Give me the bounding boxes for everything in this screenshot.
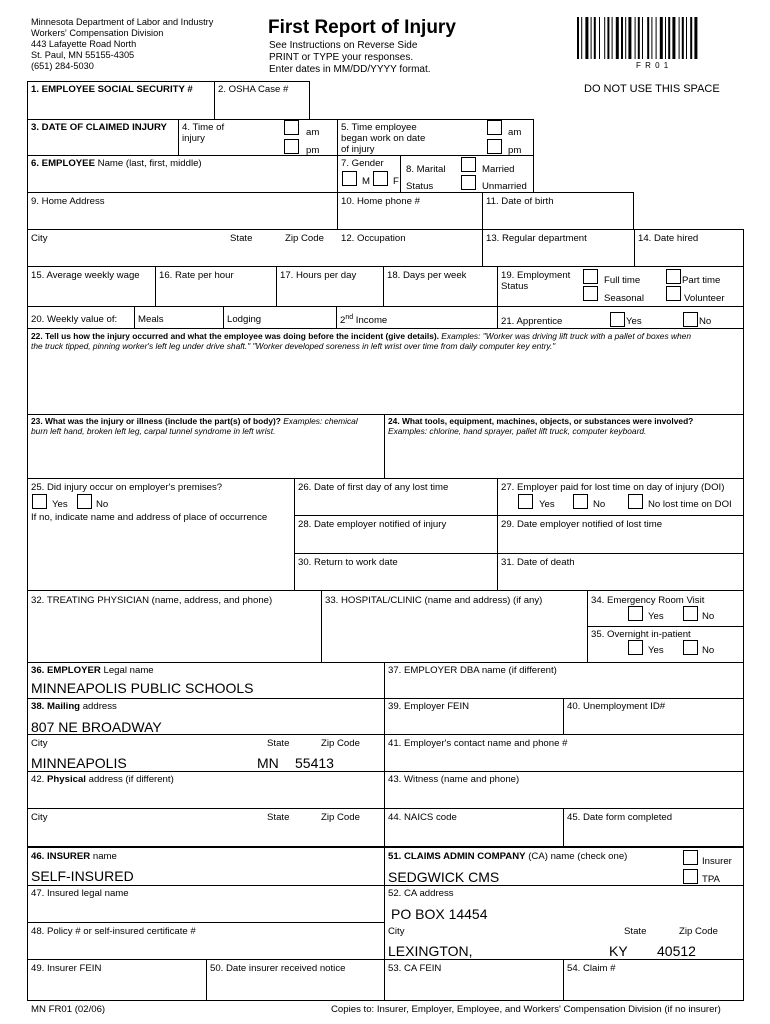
- mailing-address-label: 38. Mailing address: [31, 701, 117, 712]
- marital-status-label: 8. Marital: [406, 164, 446, 175]
- tools-involved-label: 24. What tools, equipment, machines, objects, or substances were involved?: [388, 416, 694, 426]
- gender-m-checkbox[interactable]: [342, 171, 357, 186]
- barcode-bar: [660, 17, 663, 59]
- no-lost-time-label: No lost time on DOI: [648, 499, 732, 510]
- date-hired-label: 14. Date hired: [638, 233, 699, 244]
- state-label: State: [230, 233, 253, 244]
- part-time-checkbox[interactable]: [666, 269, 681, 284]
- yes-label: Yes: [626, 316, 642, 327]
- agency-line: Minnesota Department of Labor and Industry: [31, 17, 214, 27]
- employer-zip-value[interactable]: 55413: [295, 755, 334, 771]
- yes-label: Yes: [539, 499, 555, 510]
- unmarried-checkbox[interactable]: [461, 175, 476, 190]
- seasonal-checkbox[interactable]: [583, 286, 598, 301]
- second-income-label: 2nd Income: [340, 314, 388, 327]
- physical-zip-label: Zip Code: [321, 812, 360, 823]
- no-label: No: [96, 499, 109, 510]
- employer-name-value[interactable]: MINNEAPOLIS PUBLIC SCHOOLS: [31, 680, 254, 696]
- department-label: 13. Regular department: [486, 233, 587, 244]
- barcode-bars: [577, 17, 697, 59]
- no-label: No: [702, 611, 715, 622]
- home-phone-label: 10. Home phone #: [341, 196, 420, 207]
- ca-fein-label: 53. CA FEIN: [388, 963, 442, 974]
- city-label: City: [31, 233, 48, 244]
- time-of-injury-label: 4. Time of: [182, 122, 225, 133]
- barcode-bar: [616, 17, 619, 59]
- barcode-bar: [591, 17, 592, 59]
- insurer-fein-label: 49. Insurer FEIN: [31, 963, 102, 974]
- instruction-line: Enter dates in MM/DD/YYYY format.: [269, 64, 431, 75]
- return-to-work-label: 30. Return to work date: [298, 557, 398, 568]
- barcode-bar: [594, 17, 596, 59]
- date-of-death-label: 31. Date of death: [501, 557, 575, 568]
- ca-zip-value[interactable]: 40512: [657, 943, 696, 959]
- barcode-bar: [585, 17, 588, 59]
- ca-city-label: City: [388, 926, 405, 937]
- instruction-line: See Instructions on Reverse Side: [269, 40, 418, 51]
- barcode-bar: [642, 17, 643, 59]
- gender-label: 7. Gender: [341, 158, 384, 169]
- hours-per-day-label: 17. Hours per day: [280, 270, 357, 281]
- witness-label: 43. Witness (name and phone): [388, 774, 520, 785]
- rate-per-hour-label: 16. Rate per hour: [159, 270, 234, 281]
- barcode-bar: [612, 17, 613, 59]
- overnight-inpatient-label: 35. Overnight in-patient: [591, 629, 691, 640]
- employer-contact-label: 41. Employer's contact name and phone #: [388, 738, 568, 749]
- volunteer-checkbox[interactable]: [666, 286, 681, 301]
- agency-line: Workers' Compensation Division: [31, 28, 164, 38]
- injury-illness-label: 23. What was the injury or illness (include the part(s) of body)? Examples: chemical: [31, 416, 358, 426]
- instruction-line: PRINT or TYPE your responses.: [269, 52, 414, 63]
- part-time-label: Part time: [682, 275, 721, 286]
- premises-label: 25. Did injury occur on employer's premises?: [31, 482, 223, 493]
- volunteer-label: Volunteer: [684, 293, 725, 304]
- barcode-bar: [607, 17, 609, 59]
- employment-status-label-2: Status: [501, 281, 529, 292]
- physical-state-label: State: [267, 812, 290, 823]
- ca-tpa-checkbox[interactable]: [683, 869, 698, 884]
- employee-name-label: 6. EMPLOYEE Name (last, first, middle): [31, 158, 202, 169]
- date-of-birth-label: 11. Date of birth: [486, 196, 554, 207]
- naics-code-label: 44. NAICS code: [388, 812, 457, 823]
- ca-tpa-label: TPA: [702, 874, 720, 885]
- barcode-bar: [638, 17, 640, 59]
- date-form-completed-label: 45. Date form completed: [567, 812, 673, 823]
- barcode-bar: [694, 17, 697, 59]
- inpatient-no-checkbox[interactable]: [683, 640, 698, 655]
- treating-physician-label: 32. TREATING PHYSICIAN (name, address, and phone): [31, 595, 273, 606]
- occupation-label: 12. Occupation: [341, 233, 406, 244]
- employer-city-label: City: [31, 738, 48, 749]
- injury-illness-examples: burn left hand, broken left leg, carpal tunnel syndrome in left wrist.: [31, 426, 276, 436]
- premises-yes-checkbox[interactable]: [32, 494, 47, 509]
- agency-line: (651) 284-5030: [31, 61, 94, 71]
- form-id: MN FR01 (02/06): [31, 1004, 106, 1015]
- no-label: No: [699, 316, 712, 327]
- emergency-room-label: 34. Emergency Room Visit: [591, 595, 705, 606]
- form-title: First Report of Injury: [268, 17, 456, 38]
- date-of-injury-label: 3. DATE OF CLAIMED INJURY: [31, 122, 167, 133]
- apprentice-label: 21. Apprentice: [501, 316, 563, 327]
- barcode-bar: [651, 17, 652, 59]
- began-pm-checkbox[interactable]: [487, 139, 502, 154]
- barcode: [575, 17, 740, 61]
- yes-label: Yes: [648, 645, 664, 656]
- ca-state-label: State: [624, 926, 647, 937]
- ssn-label: 1. EMPLOYEE SOCIAL SECURITY #: [31, 84, 193, 95]
- meals-label: Meals: [138, 314, 164, 325]
- ca-insurer-checkbox[interactable]: [683, 850, 698, 865]
- barcode-bar: [672, 17, 675, 59]
- employment-status-label: 19. Employment: [501, 270, 571, 281]
- unemployment-id-label: 40. Unemployment ID#: [567, 701, 666, 712]
- began-am-checkbox[interactable]: [487, 120, 502, 135]
- employer-name-label: 36. EMPLOYER Legal name: [31, 665, 154, 676]
- barcode-bar: [635, 17, 636, 59]
- time-began-work-label-3: of injury: [341, 144, 375, 155]
- er-no-checkbox[interactable]: [683, 606, 698, 621]
- employer-state-value[interactable]: MN: [257, 755, 279, 771]
- occurrence-place-note: If no, indicate name and address of place of occurrence: [31, 512, 268, 523]
- injury-description-examples: the truck tipped, pinning worker's left leg under drive shaft." "Worker developed soreness in left wrist over time from daily computer key entry.": [31, 341, 556, 351]
- gender-f-label: F: [393, 176, 399, 187]
- date-insurer-notice-label: 50. Date insurer received notice: [210, 963, 346, 974]
- employer-notified-injury-label: 28. Date employer notified of injury: [298, 519, 447, 530]
- am-label: am: [306, 127, 320, 138]
- marital-status-label-2: Status: [406, 181, 434, 192]
- weekly-wage-label: 15. Average weekly wage: [31, 270, 140, 281]
- do-not-use-label: DO NOT USE THIS SPACE: [584, 83, 720, 95]
- copies-note: Copies to: Insurer, Employer, Employee, and Workers' Compensation Division (if no insurer): [331, 1004, 721, 1015]
- inpatient-yes-checkbox[interactable]: [628, 640, 643, 655]
- barcode-bar: [682, 17, 684, 59]
- employer-fein-label: 39. Employer FEIN: [388, 701, 470, 712]
- ca-insurer-label: Insurer: [702, 856, 732, 867]
- ca-state-value[interactable]: KY: [609, 943, 628, 959]
- injury-pm-checkbox[interactable]: [284, 139, 299, 154]
- agency-line: St. Paul, MN 55155-4305: [31, 50, 135, 60]
- days-per-week-label: 18. Days per week: [387, 270, 467, 281]
- apprentice-no-checkbox[interactable]: [683, 312, 698, 327]
- barcode-bar: [581, 17, 582, 59]
- yes-label: Yes: [52, 499, 68, 510]
- barcode-bar: [656, 17, 657, 59]
- policy-number-label: 48. Policy # or self-insured certificate #: [31, 926, 196, 937]
- injury-description-label: 22. Tell us how the injury occurred and what the employee was doing before the incident (give details). Examples: "Worker was driving lift truck with a pallet of boxes when: [31, 331, 691, 341]
- barcode-bar: [686, 17, 687, 59]
- time-began-work-label: 5. Time employee: [341, 122, 417, 133]
- osha-case-label: 2. OSHA Case #: [218, 84, 289, 95]
- full-time-checkbox[interactable]: [583, 269, 598, 284]
- mailing-address-value[interactable]: 807 NE BROADWAY: [31, 719, 162, 735]
- zip-label: Zip Code: [285, 233, 324, 244]
- full-time-label: Full time: [604, 275, 641, 286]
- barcode-bar: [625, 17, 626, 59]
- married-checkbox[interactable]: [461, 157, 476, 172]
- claims-admin-value[interactable]: SEDGWICK CMS: [388, 869, 500, 885]
- employer-state-label: State: [267, 738, 290, 749]
- seasonal-label: Seasonal: [604, 293, 645, 304]
- agency-line: 443 Lafayette Road North: [31, 39, 137, 49]
- barcode-bar: [668, 17, 670, 59]
- physical-city-label: City: [31, 812, 48, 823]
- physical-address-label: 42. Physical address (if different): [31, 774, 174, 785]
- employer-city-value[interactable]: MINNEAPOLIS: [31, 755, 127, 771]
- no-label: No: [593, 499, 606, 510]
- barcode-bar: [628, 17, 631, 59]
- home-address-label: 9. Home Address: [31, 196, 105, 207]
- pm-label: pm: [306, 145, 320, 156]
- employer-paid-label: 27. Employer paid for lost time on day of injury (DOI): [501, 482, 725, 493]
- ca-address-label: 52. CA address: [388, 888, 454, 899]
- insurer-name-value[interactable]: SELF-INSURED: [31, 868, 134, 884]
- married-label: Married: [482, 164, 515, 175]
- gender-f-checkbox[interactable]: [373, 171, 388, 186]
- barcode-bar: [577, 17, 579, 59]
- unmarried-label: Unmarried: [482, 181, 527, 192]
- paid-no-checkbox[interactable]: [573, 494, 588, 509]
- barcode-bar: [599, 17, 600, 59]
- premises-no-checkbox[interactable]: [77, 494, 92, 509]
- time-began-work-label-2: began work on date: [341, 133, 426, 144]
- apprentice-yes-checkbox[interactable]: [610, 312, 625, 327]
- lodging-label: Lodging: [227, 314, 262, 325]
- pm-label: pm: [508, 145, 522, 156]
- claims-admin-label: 51. CLAIMS ADMIN COMPANY (CA) name (check one): [388, 851, 628, 862]
- employer-notified-lost-time-label: 29. Date employer notified of lost time: [501, 519, 663, 530]
- employer-dba-label: 37. EMPLOYER DBA name (if different): [388, 665, 557, 676]
- insurer-name-label: 46. INSURER name: [31, 851, 117, 862]
- time-of-injury-label-2: injury: [182, 133, 205, 144]
- barcode-bar: [665, 17, 666, 59]
- yes-label: Yes: [648, 611, 664, 622]
- no-lost-time-checkbox[interactable]: [628, 494, 643, 509]
- paid-yes-checkbox[interactable]: [518, 494, 533, 509]
- barcode-bar: [647, 17, 649, 59]
- no-label: No: [702, 645, 715, 656]
- weekly-value-label: 20. Weekly value of:: [31, 314, 118, 325]
- insured-legal-name-label: 47. Insured legal name: [31, 888, 129, 899]
- claim-number-label: 54. Claim #: [567, 963, 616, 974]
- ca-city-value[interactable]: LEXINGTON,: [388, 943, 473, 959]
- am-label: am: [508, 127, 522, 138]
- first-lost-time-label: 26. Date of first day of any lost time: [298, 482, 449, 493]
- tools-involved-examples: Examples: chlorine, hand sprayer, pallet lift truck, computer keyboard.: [388, 426, 647, 436]
- ca-zip-label: Zip Code: [679, 926, 718, 937]
- barcode-bar: [679, 17, 680, 59]
- barcode-bar: [690, 17, 692, 59]
- injury-am-checkbox[interactable]: [284, 120, 299, 135]
- gender-m-label: M: [362, 176, 370, 187]
- er-yes-checkbox[interactable]: [628, 606, 643, 621]
- barcode-bar: [621, 17, 623, 59]
- barcode-bar: [604, 17, 605, 59]
- barcode-text: F R 0 1: [636, 61, 670, 70]
- ca-address-value[interactable]: PO BOX 14454: [391, 906, 488, 922]
- hospital-clinic-label: 33. HOSPITAL/CLINIC (name and address) (if any): [325, 595, 543, 606]
- employer-zip-label: Zip Code: [321, 738, 360, 749]
